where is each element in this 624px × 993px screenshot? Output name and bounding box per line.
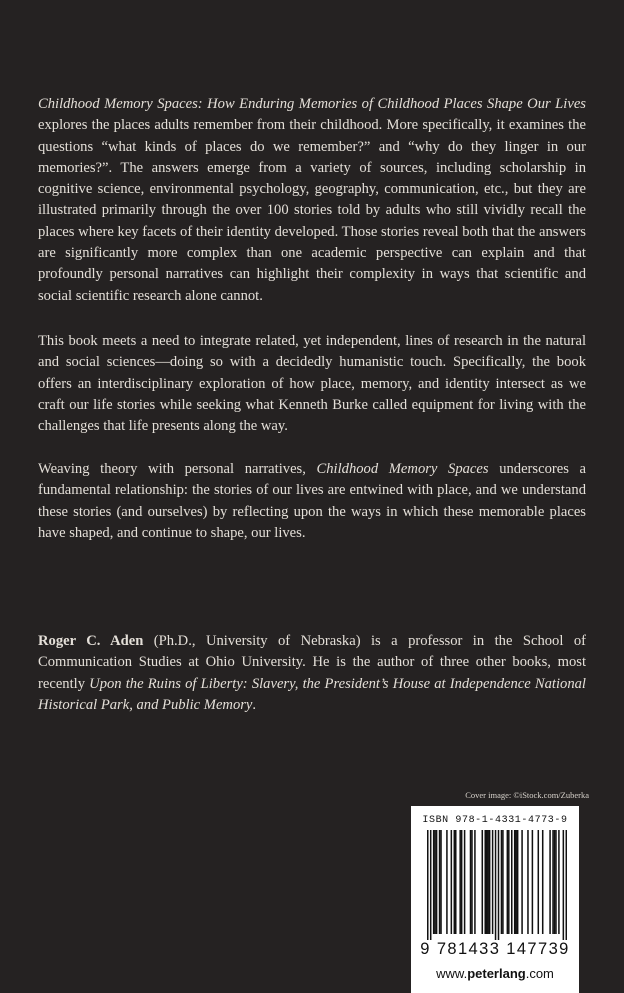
barcode-bar xyxy=(439,830,441,934)
barcode-bar xyxy=(446,830,448,934)
barcode-bar xyxy=(427,830,429,940)
barcode-bar xyxy=(489,830,491,934)
barcode-bar xyxy=(436,830,438,934)
barcode-bar xyxy=(470,830,472,934)
barcode-bar xyxy=(532,830,534,934)
book-title-italic-short: Childhood Memory Spaces xyxy=(316,461,489,477)
cover-image-credit: Cover image: ©iStock.com/Zuberka xyxy=(465,790,589,800)
barcode-bar xyxy=(498,830,500,940)
barcode-bar xyxy=(515,830,517,934)
barcode-bar xyxy=(430,830,432,940)
barcode-bar xyxy=(459,830,461,934)
barcode-bar xyxy=(502,830,504,934)
barcode-bar xyxy=(558,830,560,934)
barcode-bar xyxy=(474,830,476,934)
barcode-bar xyxy=(527,830,529,934)
barcode-bar xyxy=(484,830,486,934)
barcode-bar xyxy=(487,830,489,934)
author-bio-text: (Ph.D., University of Nebraska) is a professor in the School of Communication Studies at Ohio University. He is the author of three other books, most recently xyxy=(38,633,586,692)
bio-period: . xyxy=(252,696,257,713)
barcode-bar xyxy=(514,830,516,934)
barcode-bar xyxy=(440,830,442,934)
barcode-bar xyxy=(471,830,473,934)
barcode-bar xyxy=(455,830,457,934)
description-text-3b: underscores a fundamental relationship: the stories of our lives are entwined with place, and we understand these stories (and ourselves) by reflecting upon the ways in which these memorable places have shaped, and continue to shape, our lives. xyxy=(38,461,586,541)
book-title-italic: Childhood Memory Spaces: How Enduring Memories of Childhood Places Shape Our Lives xyxy=(38,96,586,112)
barcode-bar xyxy=(566,830,567,940)
barcode-bar xyxy=(521,830,523,934)
publisher-url xyxy=(411,966,579,981)
barcode-graphic xyxy=(427,830,567,940)
barcode-bar xyxy=(451,830,453,934)
barcode-bar xyxy=(434,830,436,934)
barcode-bar xyxy=(538,830,540,934)
description-paragraph-3 xyxy=(38,459,586,544)
barcode-bar xyxy=(511,830,513,934)
barcode-bar xyxy=(461,830,463,934)
barcode-bar xyxy=(482,830,484,934)
barcode-bar xyxy=(433,830,435,934)
url-suffix: .com xyxy=(525,966,554,981)
url-brand: peterlang xyxy=(467,966,526,981)
url-prefix: www. xyxy=(436,966,468,981)
description-text-3a: Weaving theory with personal narratives, xyxy=(38,461,317,477)
barcode-bar xyxy=(563,830,565,940)
barcode-bar xyxy=(549,830,551,934)
description-text-1: explores the places adults remember from their childhood. More specifically, it examines the questions “what kinds of places do we remember?” and “why do they linger in our memories?”. The answers emerge from a variety of sources, including scholarship in cognitive science, environmental psychology, geography, communication, etc., but they are illustrated primarily through the over 100 stories told by adults who still vividly recall the places where key facets of their identity developed. Those stories reveal both that the answers are significantly more complex than one academic perspective can explain and that profoundly personal narratives can highlight their complexity in ways that scientific and social scientific research alone cannot. xyxy=(38,117,586,304)
barcode-bar xyxy=(552,830,554,934)
barcode-bar xyxy=(554,830,556,934)
barcode-bar xyxy=(495,830,497,940)
barcode-bar xyxy=(486,830,488,934)
barcode-bar xyxy=(507,830,509,934)
barcode-bar xyxy=(492,830,494,934)
description-paragraph-2: This book meets a need to integrate related, yet independent, lines of research in the natural and social sciences—doing so with a decidedly humanistic touch. Specifically, the book offers an interdisciplinary exploration of how place, memory, and identity intersect as we craft our life stories while seeking what Kenneth Burke called equipment for living with the challenges that life presents along the way. xyxy=(38,333,586,435)
previous-book-title: Upon the Ruins of Liberty: Slavery, the President’s House at Independence National Historical Park, and Public Memory xyxy=(38,675,586,713)
barcode-bar xyxy=(555,830,557,934)
isbn-label: ISBN 978-1-4331-4773-9 xyxy=(422,815,568,826)
barcode-bar xyxy=(542,830,544,934)
author-bio xyxy=(38,631,586,716)
barcode-bar xyxy=(454,830,456,934)
author-name: Roger C. Aden xyxy=(38,633,144,649)
barcode-bar xyxy=(517,830,519,934)
barcode-bar xyxy=(501,830,503,934)
barcode-panel xyxy=(411,806,579,993)
barcode-bar xyxy=(464,830,466,934)
description-paragraph-1 xyxy=(38,94,586,307)
barcode-digits: 9 781433 147739 xyxy=(420,940,570,958)
barcode-bar xyxy=(508,830,510,934)
